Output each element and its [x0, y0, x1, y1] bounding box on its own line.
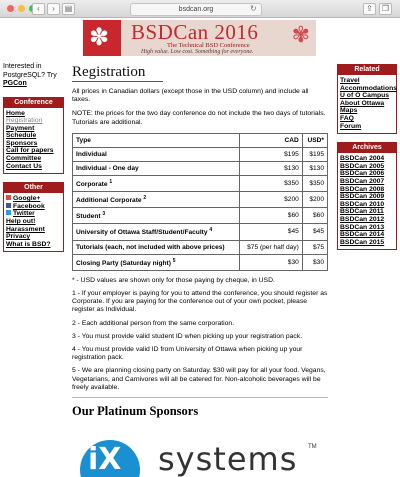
fee-cad-cell: $195: [239, 147, 302, 161]
column-header-type: Type: [73, 133, 240, 147]
pgcon-promo-text: Interested in PostgreSQL? Try: [3, 63, 57, 79]
ixsystems-sponsor-logo[interactable]: [80, 440, 340, 477]
sidebar-item-facebook[interactable]: [6, 203, 61, 211]
footnote-text: 2 - Each additional person from the same corporation.: [72, 319, 235, 327]
fee-type-label: Closing Party (Saturday night): [76, 259, 171, 267]
sidebar-item-registration[interactable]: Registration: [6, 117, 43, 125]
fee-cad-cell: $200: [239, 192, 302, 208]
tutorials-note: NOTE: the prices for the two day conference do not include the two days of tutorials. Tutorials are additional.: [72, 110, 326, 126]
page-title: Registration: [72, 63, 163, 82]
fee-cad-cell: $45: [239, 224, 302, 240]
fees-table-body: [73, 147, 328, 270]
fee-type-cell: [73, 224, 240, 240]
archives-menu-list: [338, 153, 396, 249]
sidebar-item-home[interactable]: Home: [6, 109, 25, 117]
registration-fees-table: [72, 133, 328, 271]
archive-link-bsdcan-2007[interactable]: BSDCan 2007: [340, 177, 385, 185]
sidebar-item-contact-us[interactable]: Contact Us: [6, 162, 42, 170]
address-bar[interactable]: bsdcan.org: [130, 3, 262, 16]
sidebar-item-label: Help out!: [6, 218, 36, 226]
section-divider: [72, 397, 328, 398]
table-row: [73, 240, 328, 254]
sidebar-item-label: Twitter: [13, 210, 35, 218]
facebook-icon: [6, 203, 11, 208]
fee-type-cell: [73, 147, 240, 161]
archive-link-bsdcan-2012[interactable]: BSDCan 2012: [340, 215, 385, 223]
related-link-maps[interactable]: Maps: [340, 107, 358, 115]
footnote-marker: 3: [102, 211, 106, 218]
footnotes: [72, 277, 328, 392]
related-menu-list: [338, 75, 396, 133]
site-banner[interactable]: [83, 20, 316, 56]
related-link-accommodations[interactable]: Accommodations: [340, 84, 398, 92]
minimize-window-button[interactable]: [18, 5, 25, 12]
archive-link-bsdcan-2006[interactable]: BSDCan 2006: [340, 170, 385, 178]
fee-usd-cell: $350: [302, 175, 327, 191]
back-button[interactable]: ‹: [32, 3, 45, 15]
footnote-text: 4 - You must provide valid ID from University of Ottawa when picking up your registration pack.: [72, 345, 303, 362]
sidebar-toggle-icon[interactable]: ▤: [62, 3, 75, 15]
other-menu-header: Other: [4, 183, 63, 193]
fee-type-label: Individual - One day: [76, 164, 139, 172]
footnote-marker: 4: [209, 227, 213, 234]
pgcon-link[interactable]: PGCon: [3, 80, 27, 87]
tabs-icon[interactable]: ❐: [379, 3, 392, 15]
nav-buttons: [32, 3, 75, 15]
fee-type-cell: [73, 175, 240, 191]
sidebar-item-label: Privacy: [6, 233, 31, 241]
table-row: [73, 192, 328, 208]
sidebar-item-harassment[interactable]: [6, 226, 61, 234]
ix-logo-mark: iX: [88, 442, 122, 477]
related-link-forum[interactable]: Forum: [340, 122, 362, 130]
fee-usd-cell: $130: [302, 161, 327, 175]
banner-tagline: High value. Low cost. Something for everyone.: [141, 49, 254, 55]
footnote-marker: 1: [109, 178, 113, 185]
forward-button[interactable]: ›: [47, 3, 60, 15]
banner-title: BSDCan 2016: [131, 20, 259, 44]
sidebar-item-payment[interactable]: Payment: [6, 124, 35, 132]
maple-leaf-decoration-icon: ✾: [291, 22, 310, 47]
footnote-text: 3 - You must provide valid student ID when picking up your registration pack.: [72, 332, 303, 340]
column-header-cad: CAD: [239, 133, 302, 147]
table-row: [73, 161, 328, 175]
close-window-button[interactable]: [7, 5, 14, 12]
sidebar-item-help-out[interactable]: [6, 218, 61, 226]
table-row: [73, 254, 328, 270]
sidebar-item-label: Facebook: [13, 202, 45, 210]
fee-usd-cell: $75: [302, 240, 327, 254]
pgcon-promo: [3, 63, 64, 89]
share-icon[interactable]: ⇪: [363, 3, 376, 15]
sidebar-item-label: Harassment: [6, 225, 45, 233]
fee-type-cell: [73, 240, 240, 254]
right-sidebar: [337, 64, 397, 258]
footnote-text: * - USD values are shown only for those paying by cheque, in USD.: [72, 276, 275, 284]
archive-link-bsdcan-2011[interactable]: BSDCan 2011: [340, 208, 384, 216]
reload-icon[interactable]: ↻: [250, 4, 257, 13]
fee-type-cell: [73, 208, 240, 224]
footnote-text: 5 - We are planning closing party on Saturday. $30 will pay for all your food. Vegans, Vegetarians, and Carnivores will all be catered for. Non-alcoholic beverages will be freely available.: [72, 367, 326, 391]
fee-usd-cell: $195: [302, 147, 327, 161]
toolbar-right: [363, 3, 392, 15]
archive-link-bsdcan-2014[interactable]: BSDCan 2014: [340, 231, 385, 239]
footnote-text: 1 - If your employer is paying for you to attend the conference, you should register as Corporate. If you are paying for the conference out of your own pocket, please register as Individual.: [72, 289, 328, 314]
archives-menu: [337, 142, 397, 250]
main-content: [72, 63, 328, 429]
fee-type-label: Tutorials (each, not included with above prices): [76, 243, 225, 251]
fee-usd-cell: $45: [302, 224, 327, 240]
archive-link-bsdcan-2009[interactable]: BSDCan 2009: [340, 193, 385, 201]
fee-cad-cell: $130: [239, 161, 302, 175]
archive-link-bsdcan-2005[interactable]: BSDCan 2005: [340, 162, 385, 170]
sponsors-heading: Our Platinum Sponsors: [72, 403, 199, 418]
fee-type-label: Individual: [76, 150, 107, 158]
related-link-about-ottawa[interactable]: About Ottawa: [340, 99, 385, 107]
fee-type-cell: [73, 192, 240, 208]
fee-cad-cell: $75 (per half day): [239, 240, 302, 254]
banner-subtitle: The Technical BSD Conference: [167, 42, 250, 49]
sidebar-item-call-for-papers[interactable]: Call for papers: [6, 147, 54, 155]
column-header-usd: USD*: [302, 133, 327, 147]
fee-usd-cell: $60: [302, 208, 327, 224]
related-link-u-of-o-campus[interactable]: U of O Campus: [340, 92, 390, 100]
archive-link-bsdcan-2015[interactable]: BSDCan 2015: [340, 238, 385, 246]
sidebar-item-what-is-bsd[interactable]: [6, 241, 61, 249]
other-menu-list: [4, 193, 63, 251]
related-link-travel[interactable]: Travel: [340, 77, 360, 84]
sidebar-item-google[interactable]: [6, 195, 61, 203]
related-link-faq[interactable]: FAQ: [340, 114, 354, 122]
fee-type-label: University of Ottawa Staff/Student/Faculty: [76, 229, 208, 237]
footnote-marker: 2: [143, 195, 147, 201]
sidebar-item-label: What is BSD?: [6, 240, 51, 248]
archive-link-bsdcan-2004[interactable]: BSDCan 2004: [340, 155, 385, 163]
trademark-mark: TM: [308, 444, 317, 450]
sidebar-item-twitter[interactable]: [6, 210, 61, 218]
sidebar-item-sponsors[interactable]: Sponsors: [6, 139, 38, 147]
fee-usd-cell: $30: [302, 254, 327, 270]
table-row: [73, 224, 328, 240]
left-sidebar: [3, 63, 64, 260]
fee-usd-cell: $200: [302, 192, 327, 208]
related-menu: [337, 64, 397, 134]
twitter-icon: [6, 210, 11, 215]
conference-menu-header: Conference: [4, 98, 63, 108]
fee-type-label: Corporate: [76, 181, 108, 188]
archive-link-bsdcan-2010[interactable]: BSDCan 2010: [340, 200, 385, 208]
table-row: [73, 208, 328, 224]
sidebar-item-schedule[interactable]: Schedule: [6, 132, 37, 140]
sidebar-item-label: Google+: [13, 195, 41, 203]
archives-menu-header: Archives: [338, 143, 396, 153]
fee-cad-cell: $350: [239, 175, 302, 191]
maple-leaf-icon: ✽: [89, 24, 110, 51]
table-row: [73, 147, 328, 161]
archive-link-bsdcan-2013[interactable]: BSDCan 2013: [340, 223, 385, 231]
table-row: [73, 175, 328, 191]
fee-type-cell: [73, 254, 240, 270]
other-menu: [3, 182, 64, 252]
related-menu-header: Related: [338, 65, 396, 75]
sidebar-item-committee[interactable]: Committee: [6, 155, 42, 163]
conference-menu-list: [4, 108, 63, 174]
archive-link-bsdcan-2008[interactable]: BSDCan 2008: [340, 185, 385, 193]
fee-cad-cell: $30: [239, 254, 302, 270]
sidebar-item-privacy[interactable]: [6, 233, 61, 241]
systems-wordmark: systems: [158, 440, 298, 477]
fee-type-label: Additional Corporate: [76, 197, 142, 205]
google-plus-icon: [6, 195, 11, 200]
fee-cad-cell: $60: [239, 208, 302, 224]
prices-note: All prices in Canadian dollars (except those in the USD column) and include all taxes.: [72, 88, 309, 104]
fee-type-label: Student: [76, 213, 101, 221]
fee-type-cell: [73, 161, 240, 175]
footnote-marker: 5: [172, 257, 176, 264]
conference-menu: [3, 97, 64, 175]
browser-toolbar: [0, 0, 400, 18]
table-header-row: [73, 133, 328, 147]
